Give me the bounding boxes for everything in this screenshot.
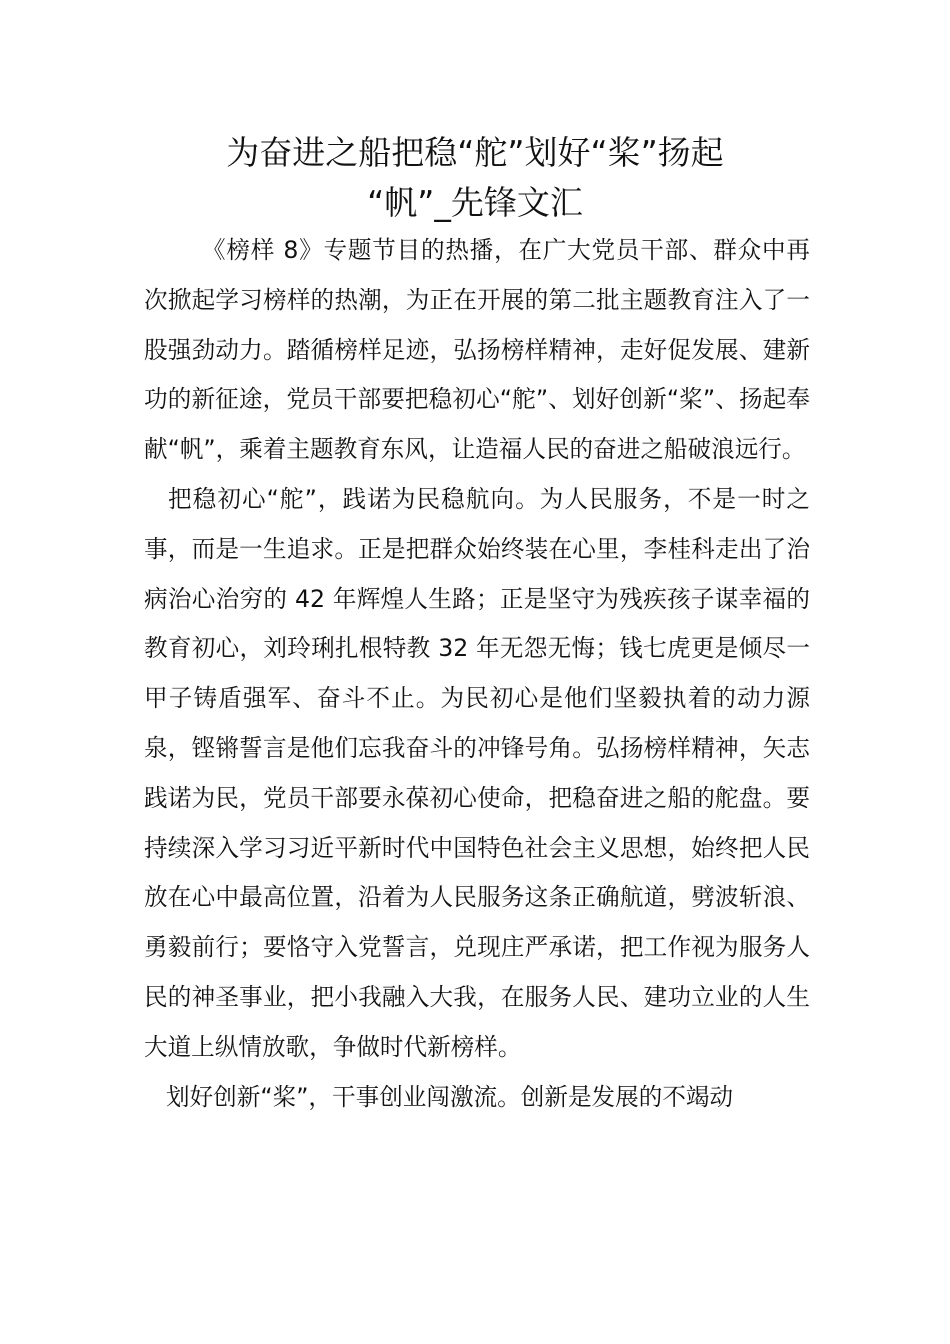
title-line-1: 为奋进之船把稳“舵”划好“桨”扬起: [226, 133, 724, 172]
paragraph-intro: 《榜样 8》专题节目的热播，在广大党员干部、群众中再次掀起学习榜样的热潮，为正在开展的第二批主题教育注入了一股强劲动力。踏循榜样足迹，弘扬榜样精神，走好促发展、建新功的新征途，党员干部要把稳初心“舵”、划好创新“桨”、扬起奉献“帆”，乘着主题教育东风，让造福人民的奋进之船破浪远行。: [144, 236, 810, 464]
title-line-2: “帆”_先锋文汇: [367, 183, 583, 222]
document-body: [144, 226, 810, 1122]
paragraph-helm: 把稳初心“舵”，践诺为民稳航向。为人民服务，不是一时之事，而是一生追求。正是把群众始终装在心里，李桂科走出了治病治心治穷的 42 年辉煌人生路；正是坚守为残疾孩子谋幸福的教育初心，刘玲琍扎根特教 32 年无怨无悔；钱七虎更是倾尽一甲子铸盾强军、奋斗不止。为民初心是他们坚毅执着的动力源泉，铿锵誓言是他们忘我奋斗的冲锋号角。弘扬榜样精神，矢志践诺为民，党员干部要永葆初心使命，把稳奋进之船的舵盘。要持续深入学习习近平新时代中国特色社会主义思想，始终把人民放在心中最高位置，沿着为人民服务这条正确航道，劈波斩浪、勇毅前行；要恪守入党誓言，兑现庄严承诺，把工作视为服务人民的神圣事业，把小我融入大我，在服务人民、建功立业的人生大道上纵情放歌，争做时代新榜样。: [144, 484, 810, 1061]
document-title: [150, 128, 800, 228]
paragraph-oar: 划好创新“桨”，干事创业闯激流。创新是发展的不竭动: [166, 1082, 734, 1111]
